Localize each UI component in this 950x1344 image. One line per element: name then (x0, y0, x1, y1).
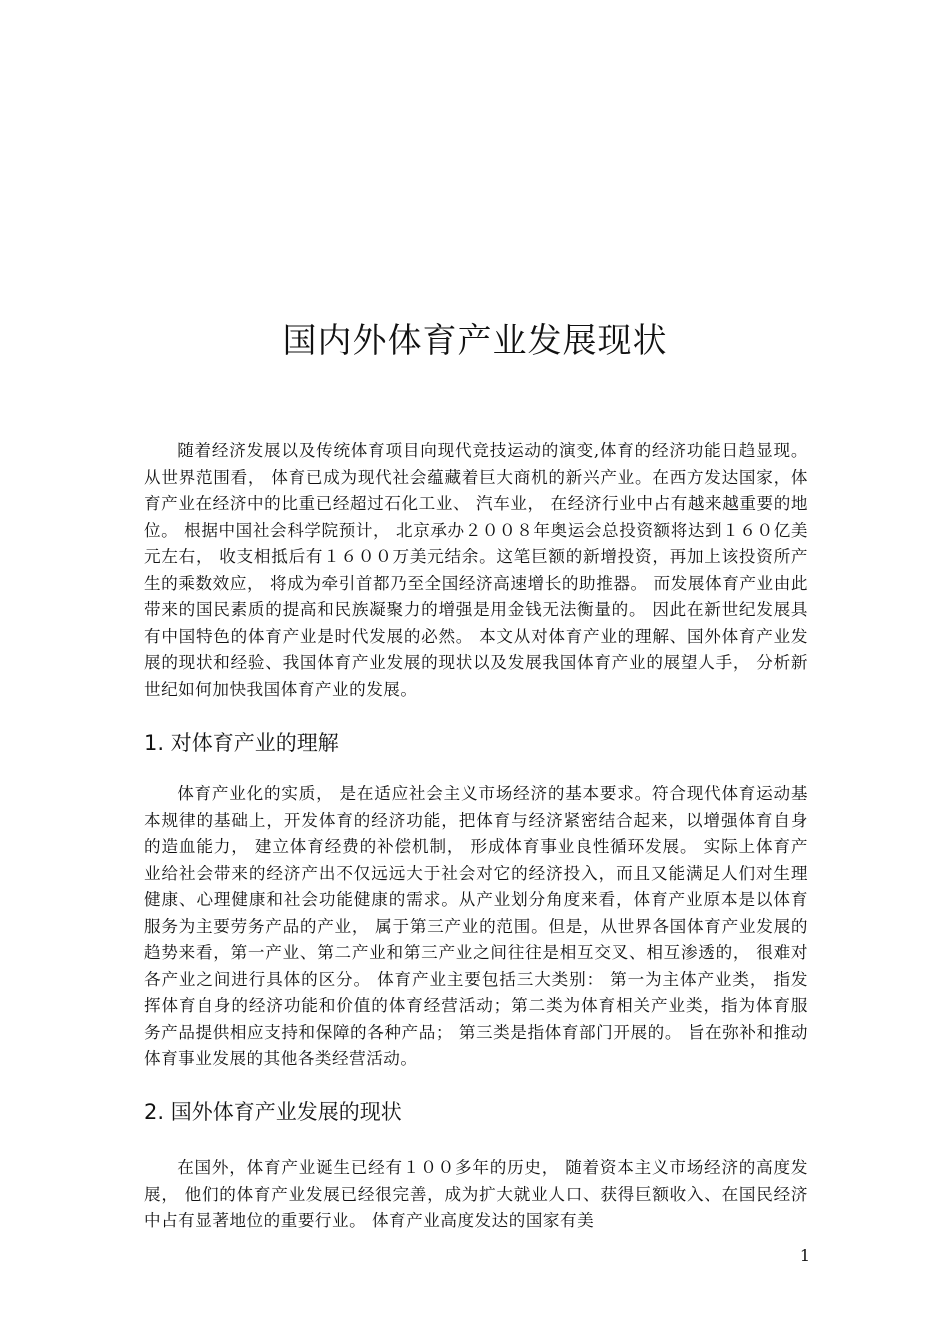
section-paragraph-understanding: 体育产业化的实质， 是在适应社会主义市场经济的基本要求。符合现代体育运动基本规律的基础上，开发体育的经济功能，把体育与经济紧密结合起来，以增强体育自身的造血能力， 建立体育经费的补偿机制， 形成体育事业良性循环发展。 实际上体育产业给社会带来的经济产出不仅远远大于社会对它的经济投入，而且又能满足人们对生理健康、心理健康和社会功能健康的需求。从产业划分角度来看，体育产业原本是以体育服务为主要劳务产品的产业， 属于第三产业的范围。但是，从世界各国体育产业发展的趋势来看，第一产业、第二产业和第三产业之间往往是相互交叉、相互渗透的， 很难对各产业之间进行具体的区分。 体育产业主要包括三大类别： 第一为主体产业类， 指发挥体育自身的经济功能和价值的体育经营活动；第二类为体育相关产业类，指为体育服务产品提供相应支持和保障的各种产品； 第三类是指体育部门开展的。 旨在弥补和推动体育事业发展的其他各类经营活动。 (144, 784, 808, 1068)
section-heading-understanding: 1. 对体育产业的理解 (144, 731, 339, 755)
section-heading-foreign-status: 2. 国外体育产业发展的现状 (144, 1100, 402, 1124)
section-paragraph-foreign-status: 在国外，体育产业诞生已经有１００多年的历史， 随着资本主义市场经济的高度发展， 他们的体育产业发展已经很完善，成为扩大就业人口、获得巨额收入、在国民经济中占有显著地位的重要行业。 体育产业高度发达的国家有美 (144, 1158, 808, 1230)
document-title: 国内外体育产业发展现状 (282, 321, 668, 361)
intro-paragraph: 随着经济发展以及传统体育项目向现代竞技运动的演变,体育的经济功能日趋显现。 从世界范围看， 体育已成为现代社会蕴藏着巨大商机的新兴产业。在西方发达国家，体育产业在经济中的比重已经超过石化工业、 汽车业， 在经济行业中占有越来越重要的地位。 根据中国社会科学院预计， 北京承办２００８年奥运会总投资额将达到１６０亿美元左右， 收支相抵后有１６００万美元结余。这笔巨额的新增投资，再加上该投资所产生的乘数效应， 将成为牵引首都乃至全国经济高速增长的助推器。 而发展体育产业由此带来的国民素质的提高和民族凝聚力的增强是用金钱无法衡量的。 因此在新世纪发展具有中国特色的体育产业是时代发展的必然。 本文从对体育产业的理解、国外体育产业发展的现状和经验、我国体育产业发展的现状以及发展我国体育产业的展望人手， 分析新世纪如何加快我国体育产业的发展。 (144, 441, 808, 699)
page-number: 1 (799, 1246, 810, 1265)
